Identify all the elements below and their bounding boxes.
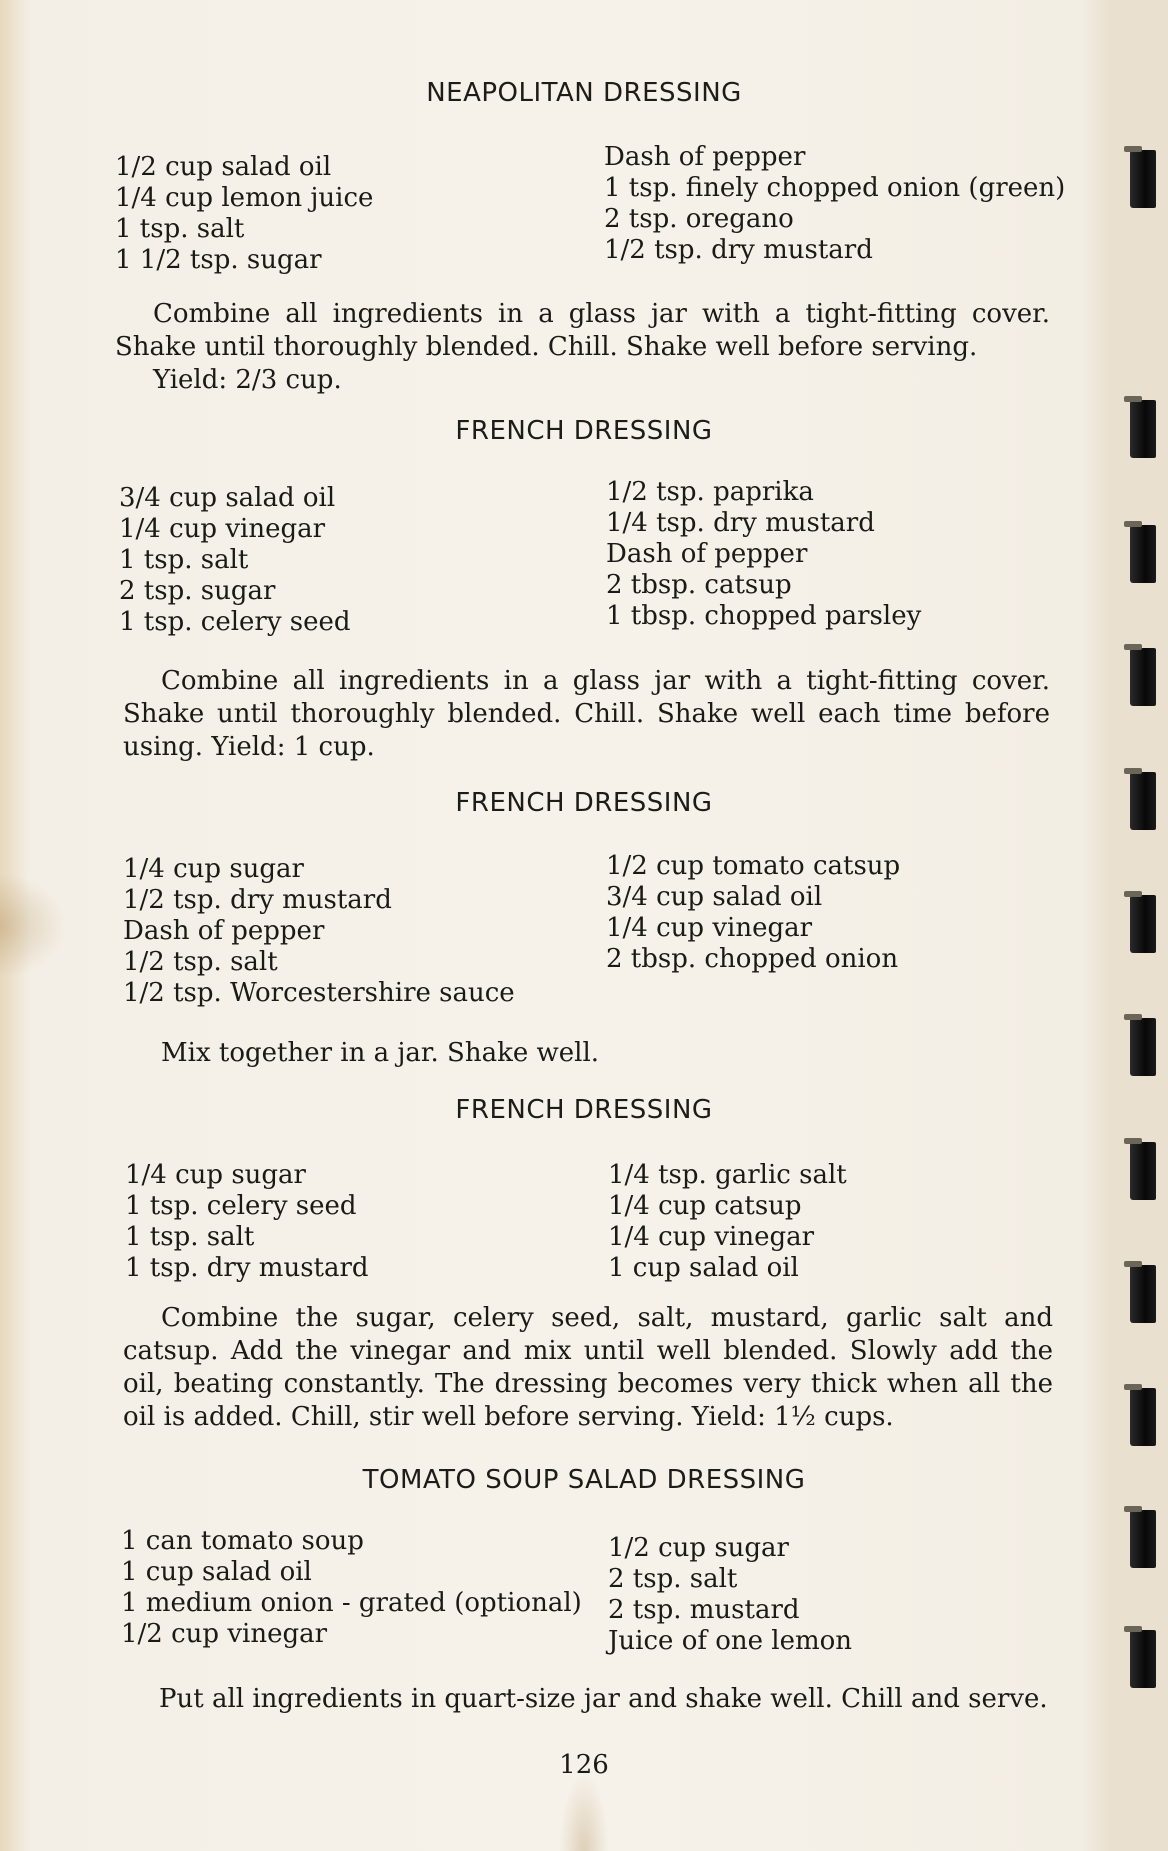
ingredient: 1/4 cup vinegar	[606, 913, 813, 943]
ingredients-right	[606, 477, 921, 632]
ingredient: 1/4 cup sugar	[123, 854, 304, 884]
ingredients-left	[119, 483, 351, 638]
ingredient: 1/2 cup sugar	[608, 1533, 789, 1563]
ingredients-right	[608, 1533, 852, 1657]
binding-ring	[1130, 1018, 1156, 1076]
ingredient: 2 tsp. salt	[608, 1564, 738, 1594]
ingredient: 1 medium onion - grated (optional)	[121, 1588, 582, 1618]
recipe-title: FRENCH DRESSING	[455, 788, 713, 818]
binding-ring	[1130, 1510, 1156, 1568]
ingredient: 1/2 tsp. paprika	[606, 477, 814, 507]
ingredient: 3/4 cup salad oil	[606, 882, 823, 912]
ingredient: 1/2 cup salad oil	[115, 152, 332, 182]
ingredient: 1 tsp. salt	[119, 545, 249, 575]
ingredients-right	[606, 851, 900, 975]
ingredient: 1/4 tsp. dry mustard	[606, 508, 875, 538]
ingredient: 1 tsp. salt	[125, 1222, 255, 1252]
ingredient: Dash of pepper	[123, 916, 325, 946]
recipe-title: NEAPOLITAN DRESSING	[426, 78, 742, 108]
ingredient: 1/4 cup vinegar	[608, 1222, 815, 1252]
binding-ring	[1130, 150, 1156, 208]
recipe-directions	[121, 1683, 1056, 1716]
ingredient: 2 tbsp. catsup	[606, 570, 792, 600]
ingredients-left	[115, 152, 373, 276]
ingredient: 1/4 cup vinegar	[119, 514, 326, 544]
ingredient: 1/2 tsp. Worcestershire sauce	[123, 978, 515, 1008]
ingredient: 1 cup salad oil	[608, 1253, 799, 1283]
ingredients-left	[121, 1526, 582, 1650]
ingredient: 1/4 cup lemon juice	[115, 183, 374, 213]
page-number: 126	[559, 1750, 609, 1780]
ingredients-right	[608, 1160, 847, 1284]
ingredient: 2 tsp. sugar	[119, 576, 276, 606]
binding-ring	[1130, 895, 1156, 953]
ingredients-left	[123, 854, 515, 1009]
spiral-binding	[1110, 0, 1168, 1851]
directions-text: Combine all ingredients in a glass jar with a tight-fitting cover. Shake until thoroughly blended. Chill. Shake well each time before using. Yield: 1 cup.	[123, 666, 1050, 762]
binding-ring	[1130, 525, 1156, 583]
ingredient: Juice of one lemon	[608, 1626, 853, 1656]
binding-ring	[1130, 1142, 1156, 1200]
recipe-directions	[123, 1037, 1023, 1070]
ingredient: 1/4 cup sugar	[125, 1160, 306, 1190]
ingredient: 1 tbsp. chopped parsley	[606, 601, 922, 631]
ingredient: 1/2 cup vinegar	[121, 1619, 328, 1649]
recipe-title: FRENCH DRESSING	[455, 1095, 713, 1125]
directions-text: Combine all ingredients in a glass jar with a tight-fitting cover. Shake until thoroughly blended. Chill. Shake well before serving.	[115, 299, 1050, 362]
ingredient: 1 tsp. salt	[115, 214, 245, 244]
recipe-title: FRENCH DRESSING	[455, 416, 713, 446]
recipe-directions	[115, 298, 1050, 364]
ingredient: 2 tbsp. chopped onion	[606, 944, 899, 974]
ingredient: 1 1/2 tsp. sugar	[115, 245, 322, 275]
ingredient: 1 can tomato soup	[121, 1526, 364, 1556]
directions-text: Mix together in a jar. Shake well.	[161, 1038, 600, 1068]
ingredient: 1 tsp. finely chopped onion (green)	[604, 173, 1066, 203]
ingredient: 1/4 tsp. garlic salt	[608, 1160, 847, 1190]
ingredient: 1 tsp. celery seed	[125, 1191, 357, 1221]
recipe-directions	[123, 665, 1050, 764]
ingredient: 2 tsp. mustard	[608, 1595, 800, 1625]
binding-ring	[1130, 648, 1156, 706]
ingredient: 1 tsp. celery seed	[119, 607, 351, 637]
ingredient: 1/2 tsp. dry mustard	[604, 235, 873, 265]
directions-text: Put all ingredients in quart-size jar and shake well. Chill and serve.	[159, 1684, 1048, 1714]
ingredient: 1 cup salad oil	[121, 1557, 312, 1587]
binding-ring	[1130, 1630, 1156, 1688]
ingredient: 3/4 cup salad oil	[119, 483, 336, 513]
directions-text: Combine the sugar, celery seed, salt, mustard, garlic salt and catsup. Add the vinegar and mix until well blended. Slowly add the oil, beating constantly. The dressing becomes very thick when all the oil is added. Chill, stir well before serving. Yield: 1½ cups.	[123, 1303, 1053, 1432]
ingredient: 2 tsp. oregano	[604, 204, 794, 234]
ingredient: Dash of pepper	[606, 539, 808, 569]
recipe-yield: Yield: 2/3 cup.	[153, 365, 342, 395]
recipe-directions	[123, 1302, 1053, 1434]
ingredient: 1/2 tsp. salt	[123, 947, 278, 977]
ingredient: 1/2 tsp. dry mustard	[123, 885, 392, 915]
ingredient: 1 tsp. dry mustard	[125, 1253, 369, 1283]
ingredient: 1/4 cup catsup	[608, 1191, 802, 1221]
ingredient: 1/2 cup tomato catsup	[606, 851, 901, 881]
ingredients-left	[125, 1160, 369, 1284]
ingredient: Dash of pepper	[604, 142, 806, 172]
binding-ring	[1130, 1265, 1156, 1323]
ingredients-right	[604, 142, 1065, 266]
recipe-title: TOMATO SOUP SALAD DRESSING	[362, 1465, 806, 1495]
binding-ring	[1130, 1388, 1156, 1446]
